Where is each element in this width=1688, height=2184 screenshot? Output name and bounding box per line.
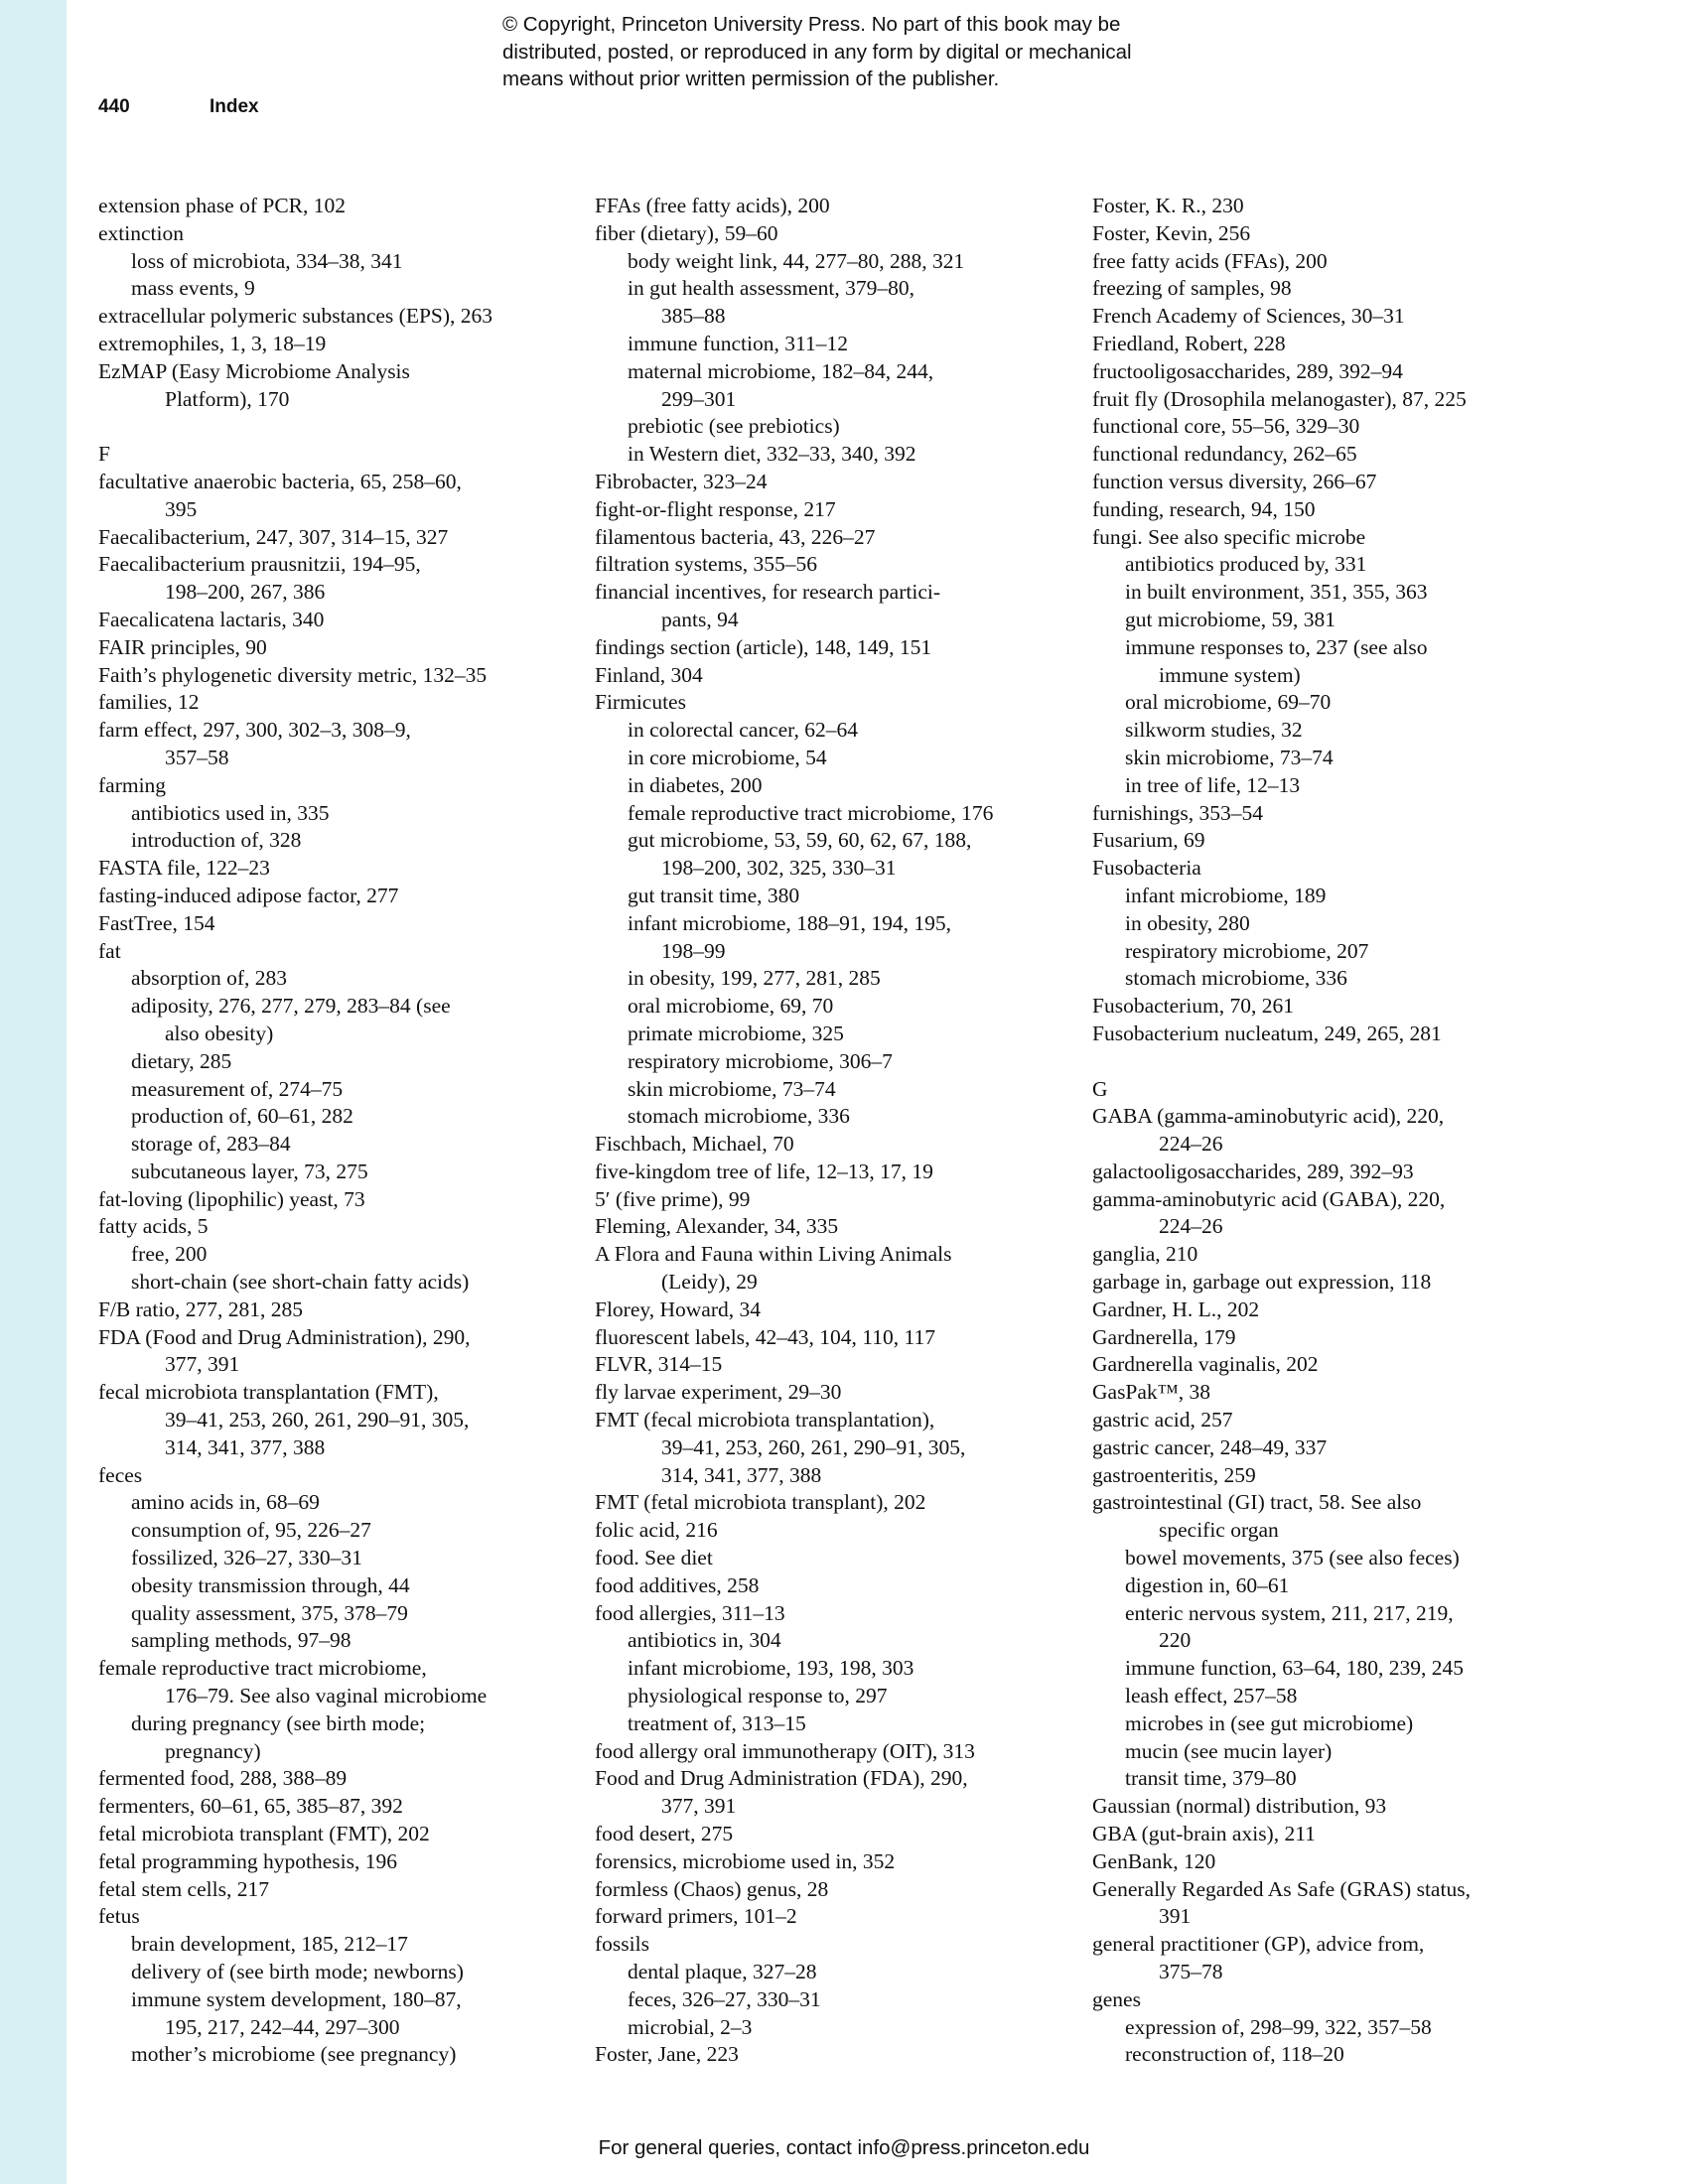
index-entry: prebiotic (see prebiotics) [628, 414, 840, 439]
index-entry: immune function, 63–64, 180, 239, 245 [1125, 1656, 1464, 1681]
index-entry: Finland, 304 [595, 662, 703, 687]
index-entry: pregnancy) [165, 1738, 261, 1763]
index-entry: in Western diet, 332–33, 340, 392 [628, 442, 916, 467]
left-margin-strip [0, 0, 67, 2184]
index-entry: extracellular polymeric substances (EPS), 263 [98, 304, 493, 329]
index-entry: Faecalibacterium prausnitzii, 194–95, [98, 552, 421, 577]
index-entry: gastroenteritis, 259 [1092, 1462, 1256, 1487]
index-entry: 198–99 [661, 938, 726, 963]
index-entry: in core microbiome, 54 [628, 745, 827, 769]
index-entry: forward primers, 101–2 [595, 1904, 797, 1929]
index-entry: FLVR, 314–15 [595, 1352, 723, 1377]
index-entry: Gardnerella, 179 [1092, 1324, 1236, 1349]
index-entry: fight-or-flight response, 217 [595, 496, 836, 521]
index-column-2 [595, 193, 1071, 2069]
index-entry: fetus [98, 1904, 140, 1929]
index-entry: Gardnerella vaginalis, 202 [1092, 1352, 1319, 1377]
index-spacer [98, 413, 575, 441]
index-entry: storage of, 283–84 [131, 1132, 291, 1157]
index-entry: GenBank, 120 [1092, 1848, 1216, 1873]
index-entry: primate microbiome, 325 [628, 1021, 844, 1045]
index-entry: gut microbiome, 59, 381 [1125, 607, 1336, 631]
index-entry: 357–58 [165, 745, 229, 769]
index-entry: functional redundancy, 262–65 [1092, 442, 1357, 467]
index-entry: 39–41, 253, 260, 261, 290–91, 305, [661, 1434, 966, 1459]
index-entry: consumption of, 95, 226–27 [131, 1518, 371, 1543]
index-entry: antibiotics used in, 335 [131, 800, 330, 825]
index-entry: facultative anaerobic bacteria, 65, 258–60, [98, 469, 462, 493]
index-entry: feces [98, 1462, 143, 1487]
index-entry: mass events, 9 [131, 276, 255, 301]
index-entry: general practitioner (GP), advice from, [1092, 1932, 1425, 1957]
index-entry: food desert, 275 [595, 1822, 734, 1846]
index-entry: GABA (gamma-aminobutyric acid), 220, [1092, 1104, 1445, 1129]
index-entry: fatty acids, 5 [98, 1214, 209, 1239]
index-entry: Friedland, Robert, 228 [1092, 331, 1286, 355]
index-entry: function versus diversity, 266–67 [1092, 469, 1377, 493]
index-entry: immune function, 311–12 [628, 331, 848, 355]
index-entry: in tree of life, 12–13 [1125, 772, 1301, 797]
index-entry: introduction of, 328 [131, 828, 302, 853]
index-entry: infant microbiome, 193, 198, 303 [628, 1656, 914, 1681]
index-entry: fecal microbiota transplantation (FMT), [98, 1380, 439, 1405]
index-entry: fruit fly (Drosophila melanogaster), 87, 225 [1092, 386, 1467, 411]
index-entry: families, 12 [98, 690, 200, 715]
index-entry: financial incentives, for research partici- [595, 580, 940, 605]
index-entry: immune responses to, 237 (see also [1125, 634, 1428, 659]
index-entry: EzMAP (Easy Microbiome Analysis [98, 358, 410, 383]
index-entry: in obesity, 280 [1125, 910, 1250, 935]
index-entry: food allergy oral immunotherapy (OIT), 313 [595, 1738, 975, 1763]
index-entry: in colorectal cancer, 62–64 [628, 718, 858, 743]
page-header [98, 96, 259, 118]
index-entry: fetal programming hypothesis, 196 [98, 1848, 397, 1873]
index-entry: fructooligosaccharides, 289, 392–94 [1092, 358, 1403, 383]
index-entry: filtration systems, 355–56 [595, 552, 817, 577]
index-entry: sampling methods, 97–98 [131, 1628, 352, 1653]
index-entry: infant microbiome, 188–91, 194, 195, [628, 910, 952, 935]
index-entry: F [98, 442, 110, 467]
index-entry: FMT (fetal microbiota transplant), 202 [595, 1490, 926, 1515]
index-entry: 195, 217, 242–44, 297–300 [165, 2014, 400, 2039]
index-entry: 395 [165, 496, 198, 521]
index-entry: FFAs (free fatty acids), 200 [595, 194, 830, 217]
index-column-3 [1092, 193, 1569, 2069]
index-entry: Fusobacterium nucleatum, 249, 265, 281 [1092, 1021, 1442, 1045]
index-entry: gastric cancer, 248–49, 337 [1092, 1434, 1328, 1459]
index-entry: free, 200 [131, 1242, 208, 1267]
index-entry: pants, 94 [661, 607, 739, 631]
index-entry: furnishings, 353–54 [1092, 800, 1263, 825]
index-entry: silkworm studies, 32 [1125, 718, 1303, 743]
index-entry: dietary, 285 [131, 1048, 232, 1073]
index-entry: Firmicutes [595, 690, 686, 715]
index-entry: immune system) [1159, 662, 1301, 687]
index-entry: absorption of, 283 [131, 966, 288, 991]
index-entry: fetal microbiota transplant (FMT), 202 [98, 1822, 430, 1846]
index-entry: gut transit time, 380 [628, 883, 800, 907]
index-entry: 224–26 [1159, 1132, 1223, 1157]
index-entry: fat-loving (lipophilic) yeast, 73 [98, 1186, 365, 1211]
copyright-line: © Copyright, Princeton University Press. No part of this book may be [502, 13, 1121, 36]
index-entry: farm effect, 297, 300, 302–3, 308–9, [98, 718, 411, 743]
index-entry: quality assessment, 375, 378–79 [131, 1600, 408, 1625]
index-entry: 377, 391 [165, 1352, 240, 1377]
index-entry: feces, 326–27, 330–31 [628, 1986, 821, 2011]
index-entry: 377, 391 [661, 1794, 737, 1819]
index-entry: maternal microbiome, 182–84, 244, [628, 358, 934, 383]
index-entry: in built environment, 351, 355, 363 [1125, 580, 1428, 605]
index-entry: gut microbiome, 53, 59, 60, 62, 67, 188, [628, 828, 972, 853]
index-entry: antibiotics in, 304 [628, 1628, 781, 1653]
index-entry: 39–41, 253, 260, 261, 290–91, 305, [165, 1408, 470, 1433]
index-entry: F/B ratio, 277, 281, 285 [98, 1297, 304, 1321]
copyright-line: means without prior written permission of the publisher. [502, 68, 1000, 90]
index-entry: female reproductive tract microbiome, 176 [628, 800, 994, 825]
index-entry: Foster, Jane, 223 [595, 2042, 739, 2067]
index-entry: loss of microbiota, 334–38, 341 [131, 248, 403, 273]
index-entry: skin microbiome, 73–74 [628, 1076, 836, 1101]
index-entry: obesity transmission through, 44 [131, 1572, 410, 1597]
index-entry: microbes in (see gut microbiome) [1125, 1710, 1414, 1735]
index-entry: 198–200, 302, 325, 330–31 [661, 856, 897, 881]
index-entry: measurement of, 274–75 [131, 1076, 344, 1101]
index-entry: in obesity, 199, 277, 281, 285 [628, 966, 881, 991]
index-entry: production of, 60–61, 282 [131, 1104, 353, 1129]
index-entry: Faecalicatena lactaris, 340 [98, 607, 325, 631]
index-entry: garbage in, garbage out expression, 118 [1092, 1270, 1432, 1295]
index-entry: five-kingdom tree of life, 12–13, 17, 19 [595, 1159, 933, 1183]
index-entry: stomach microbiome, 336 [628, 1104, 850, 1129]
index-entry: ganglia, 210 [1092, 1242, 1198, 1267]
index-entry: fermenters, 60–61, 65, 385–87, 392 [98, 1794, 403, 1819]
copyright-notice [502, 11, 1257, 93]
index-entry: Gardner, H. L., 202 [1092, 1297, 1260, 1321]
index-entry: expression of, 298–99, 322, 357–58 [1125, 2014, 1432, 2039]
index-entry: 375–78 [1159, 1960, 1223, 1983]
index-entry: functional core, 55–56, 329–30 [1092, 414, 1360, 439]
index-entry: Fusobacteria [1092, 856, 1201, 881]
index-entry: physiological response to, 297 [628, 1684, 888, 1708]
index-entry: 5′ (five prime), 99 [595, 1186, 751, 1211]
index-entry: short-chain (see short-chain fatty acids) [131, 1270, 470, 1295]
index-entry: gamma-aminobutyric acid (GABA), 220, [1092, 1186, 1446, 1211]
index-entry: food additives, 258 [595, 1572, 760, 1597]
index-entry: FastTree, 154 [98, 910, 215, 935]
index-entry: skin microbiome, 73–74 [1125, 745, 1334, 769]
index-entry: in gut health assessment, 379–80, [628, 276, 915, 301]
page-number: 440 [98, 96, 130, 117]
index-entry: food. See diet [595, 1546, 713, 1570]
index-entry: gastrointestinal (GI) tract, 58. See also [1092, 1490, 1422, 1515]
index-entry: extinction [98, 220, 184, 245]
index-entry: fasting-induced adipose factor, 277 [98, 883, 399, 907]
index-entry: findings section (article), 148, 149, 151 [595, 634, 932, 659]
index-entry: infant microbiome, 189 [1125, 883, 1327, 907]
index-entry: FASTA file, 122–23 [98, 856, 270, 881]
index-entry: 176–79. See also vaginal microbiome [165, 1684, 488, 1708]
index-entry: extremophiles, 1, 3, 18–19 [98, 331, 327, 355]
index-entry: brain development, 185, 212–17 [131, 1932, 408, 1957]
index-entry: FDA (Food and Drug Administration), 290, [98, 1324, 471, 1349]
index-entry: fermented food, 288, 388–89 [98, 1766, 348, 1791]
index-entry: A Flora and Fauna within Living Animals [595, 1242, 952, 1267]
index-entry: during pregnancy (see birth mode; [131, 1710, 426, 1735]
index-entry: French Academy of Sciences, 30–31 [1092, 304, 1405, 329]
index-entry: Food and Drug Administration (FDA), 290, [595, 1766, 968, 1791]
index-column-1 [98, 193, 575, 2069]
index-entry: Florey, Howard, 34 [595, 1297, 761, 1321]
index-entry: fiber (dietary), 59–60 [595, 220, 778, 245]
index-entry: fossils [595, 1932, 649, 1957]
index-entry: Fusarium, 69 [1092, 828, 1205, 853]
index-entry: Faith’s phylogenetic diversity metric, 132–35 [98, 662, 488, 687]
index-entry: extension phase of PCR, 102 [98, 194, 347, 217]
index-entry: transit time, 379–80 [1125, 1766, 1297, 1791]
index-entry: leash effect, 257–58 [1125, 1684, 1298, 1708]
index-entry: mother’s microbiome (see pregnancy) [131, 2042, 457, 2067]
index-entry: 391 [1159, 1904, 1192, 1929]
index-entry: Foster, Kevin, 256 [1092, 220, 1251, 245]
index-entry: fluorescent labels, 42–43, 104, 110, 117 [595, 1324, 935, 1349]
index-entry: forensics, microbiome used in, 352 [595, 1848, 896, 1873]
index-entry: Fleming, Alexander, 34, 335 [595, 1214, 839, 1239]
index-entry: Platform), 170 [165, 386, 290, 411]
index-entry: fetal stem cells, 217 [98, 1876, 269, 1901]
index-entry: dental plaque, 327–28 [628, 1960, 817, 1983]
index-entry: subcutaneous layer, 73, 275 [131, 1159, 368, 1183]
index-entry: enteric nervous system, 211, 217, 219, [1125, 1600, 1454, 1625]
index-entry: fly larvae experiment, 29–30 [595, 1380, 842, 1405]
index-entry: 385–88 [661, 304, 726, 329]
index-entry: in diabetes, 200 [628, 772, 763, 797]
index-entry: amino acids in, 68–69 [131, 1490, 320, 1515]
section-title: Index [210, 96, 259, 117]
index-entry: GasPak™, 38 [1092, 1380, 1211, 1405]
index-entry: funding, research, 94, 150 [1092, 496, 1316, 521]
index-spacer [1092, 1048, 1569, 1076]
footer-contact: For general queries, contact info@press.princeton.edu [598, 2136, 1090, 2159]
index-entry: Generally Regarded As Safe (GRAS) status, [1092, 1876, 1471, 1901]
index-entry: folic acid, 216 [595, 1518, 718, 1543]
index-entry: GBA (gut-brain axis), 211 [1092, 1822, 1316, 1846]
index-entry: filamentous bacteria, 43, 226–27 [595, 524, 876, 549]
index-entry: genes [1092, 1986, 1141, 2011]
index-entry: 314, 341, 377, 388 [165, 1434, 326, 1459]
index-entry: 224–26 [1159, 1214, 1223, 1239]
index-entry: food allergies, 311–13 [595, 1600, 785, 1625]
index-entry: immune system development, 180–87, [131, 1986, 462, 2011]
index-entry: antibiotics produced by, 331 [1125, 552, 1367, 577]
index-entry: G [1092, 1076, 1108, 1101]
index-entry: oral microbiome, 69–70 [1125, 690, 1332, 715]
index-entry: female reproductive tract microbiome, [98, 1656, 427, 1681]
index-entry: (Leidy), 29 [661, 1270, 758, 1295]
index-entry: respiratory microbiome, 306–7 [628, 1048, 893, 1073]
index-entry: Gaussian (normal) distribution, 93 [1092, 1794, 1387, 1819]
index-entry: Faecalibacterium, 247, 307, 314–15, 327 [98, 524, 449, 549]
index-entry: 314, 341, 377, 388 [661, 1462, 822, 1487]
index-entry: galactooligosaccharides, 289, 392–93 [1092, 1159, 1414, 1183]
index-entry: treatment of, 313–15 [628, 1710, 806, 1735]
index-entry: formless (Chaos) genus, 28 [595, 1876, 829, 1901]
index-entry: oral microbiome, 69, 70 [628, 994, 834, 1019]
index-entry: freezing of samples, 98 [1092, 276, 1292, 301]
index-entry: microbial, 2–3 [628, 2014, 753, 2039]
index-entry: stomach microbiome, 336 [1125, 966, 1347, 991]
index-entry: 198–200, 267, 386 [165, 580, 326, 605]
index-entry: farming [98, 772, 167, 797]
index-entry: fossilized, 326–27, 330–31 [131, 1546, 362, 1570]
index-entry: reconstruction of, 118–20 [1125, 2042, 1344, 2067]
index-entry: Fischbach, Michael, 70 [595, 1132, 794, 1157]
index-entry: also obesity) [165, 1021, 274, 1045]
index-entry: bowel movements, 375 (see also feces) [1125, 1546, 1460, 1570]
index-entry: fungi. See also specific microbe [1092, 524, 1366, 549]
index-entry: Fibrobacter, 323–24 [595, 469, 768, 493]
index-entry: specific organ [1159, 1518, 1279, 1543]
index-entry: Foster, K. R., 230 [1092, 194, 1244, 217]
copyright-line: distributed, posted, or reproduced in any form by digital or mechanical [502, 40, 1132, 64]
index-entry: free fatty acids (FFAs), 200 [1092, 248, 1328, 273]
index-entry: fat [98, 938, 121, 963]
index-entry: gastric acid, 257 [1092, 1408, 1233, 1433]
index-entry: mucin (see mucin layer) [1125, 1738, 1333, 1763]
index-entry: digestion in, 60–61 [1125, 1572, 1290, 1597]
index-entry: 299–301 [661, 386, 737, 411]
index-entry: FAIR principles, 90 [98, 634, 267, 659]
index-entry: FMT (fecal microbiota transplantation), [595, 1408, 935, 1433]
index-entry: body weight link, 44, 277–80, 288, 321 [628, 248, 965, 273]
index-entry: delivery of (see birth mode; newborns) [131, 1960, 464, 1983]
index-entry: adiposity, 276, 277, 279, 283–84 (see [131, 994, 451, 1019]
index-entry: respiratory microbiome, 207 [1125, 938, 1369, 963]
index-entry: Fusobacterium, 70, 261 [1092, 994, 1295, 1019]
index-entry: 220 [1159, 1628, 1192, 1653]
